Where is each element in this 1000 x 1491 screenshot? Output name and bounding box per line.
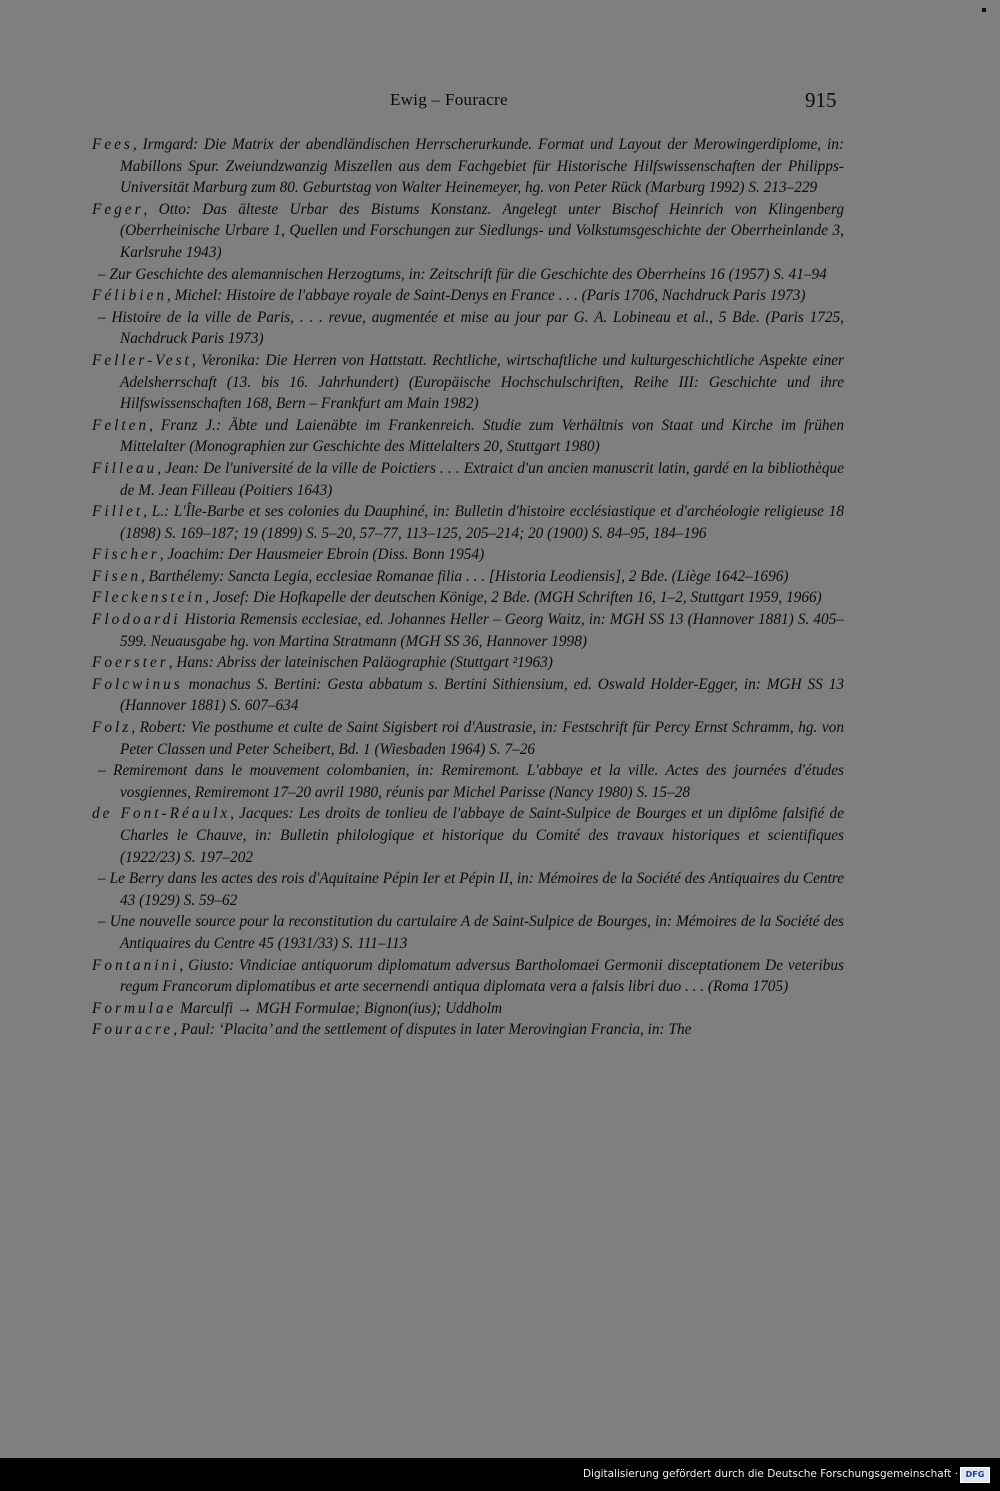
running-title: Ewig – Fouracre bbox=[390, 90, 508, 109]
entry-text: Remiremont dans le mouvement colombanien, in: Remiremont. L'abbaye et la ville. Actes des journées d'études vosgiennes, Remiremont 17–20 avril 1980, réunis par Michel Parisse (Nancy 1980) S. 15–28 bbox=[105, 762, 844, 801]
entry-author: Fleckenstein bbox=[92, 589, 206, 607]
entry-text: , Giusto: Vindiciae antiquorum diplomatum adversus Bartholomaei Germonii disceptationem De veteribus regum Francorum diplomatibus et arte secernendi antiqua diplomata vera a falsis libri duo . . . (Roma 1705) bbox=[120, 956, 844, 996]
entry-text: Zur Geschichte des alemannischen Herzogtums, in: Zeitschrift für die Geschichte des Oberrheins 16 (1957) S. 41–94 bbox=[105, 265, 827, 283]
bibliography-entry bbox=[92, 199, 844, 264]
entry-text: , L.: L'Île-Barbe et ses colonies du Dauphiné, in: Bulletin d'histoire ecclésiastique et d'archéologie religieuse 18 (1898) S. 169–187; 19 (1899) S. 5–20, 57–77, 113–125, 205–214; 20 (1900) S. 84–95, 184–196 bbox=[120, 503, 844, 542]
bibliography-entry bbox=[92, 501, 844, 544]
bibliography-list bbox=[92, 134, 844, 1041]
entry-text: , Veronika: Die Herren von Hattstatt. Rechtliche, wirtschaftliche und kulturgeschichtliche Aspekte einer Adelsherrschaft (13. bis 16. Jahrhundert) (Europäische Hochschulschriften, Reihe III: Geschichte und ihre Hilfswissenschaften 168, Bern – Frankfurt am Main 1982) bbox=[120, 351, 844, 413]
entry-author: Fouracre bbox=[92, 1021, 174, 1039]
bibliography-entry bbox=[92, 415, 844, 458]
footer-bar bbox=[0, 1458, 1000, 1491]
entry-author: – bbox=[98, 308, 106, 326]
bibliography-entry bbox=[92, 911, 844, 954]
entry-author: – bbox=[98, 870, 106, 888]
entry-text: Une nouvelle source pour la reconstitution du cartulaire A de Saint-Sulpice de Bourges, in: Mémoires de la Société des Antiquaires du Centre 45 (1931/33) S. 111–113 bbox=[105, 913, 844, 952]
bibliography-entry bbox=[92, 1019, 844, 1041]
entry-text: , Otto: Das älteste Urbar des Bistums Konstanz. Angelegt unter Bischof Heinrich von Klingenberg (Oberrheinische Urbare 1, Quellen und Forschungen zur Siedlungs- und Volkstumsgeschichte der Oberrheinlande 3, Karlsruhe 1943) bbox=[120, 200, 844, 261]
entry-author: Fillet bbox=[92, 503, 144, 521]
entry-text: , Irmgard: Die Matrix der abendländischen Herrscherurkunde. Format und Layout der Merowingerdiplome, in: Mabillons Spur. Zweiundzwanzig Miszellen aus dem Fachgebiet für Historische Hilfswissenschaften der Philipps-Universität Marburg zum 80. Geburtstag von Walter Heinemeyer, hg. von Peter Rück (Marburg 1992) S. 213–229 bbox=[120, 136, 844, 197]
entry-author: Fees bbox=[92, 136, 133, 153]
entry-text: Historia Remensis ecclesiae, ed. Johannes Heller – Georg Waitz, in: MGH SS 13 (Hannover 1881) S. 405–599. Neuausgabe hg. von Martina Stratmann (MGH SS 36, Hannover 1998) bbox=[120, 611, 844, 650]
funding-notice: Digitalisierung gefördert durch die Deutsche Forschungsgemeinschaft · bbox=[582, 1468, 958, 1480]
bibliography-entry bbox=[92, 134, 844, 199]
bibliography-entry bbox=[92, 285, 844, 307]
bibliography-entry bbox=[92, 868, 844, 911]
bibliography-entry bbox=[92, 998, 844, 1020]
entry-text: Marculfi → MGH Formulae; Bignon(ius); Uddholm bbox=[176, 999, 503, 1017]
entry-author: Folcwinus bbox=[92, 675, 183, 693]
entry-author: Fisen bbox=[92, 567, 141, 585]
entry-author: – bbox=[98, 762, 106, 780]
entry-text: , Jean: De l'université de la ville de Poictiers . . . Extraict d'un ancien manuscrit latin, gardé en la bibliothèque de M. Jean Filleau (Poitiers 1643) bbox=[120, 459, 844, 499]
bibliography-entry bbox=[92, 609, 844, 652]
entry-text: Le Berry dans les actes des rois d'Aquitaine Pépin Ier et Pépin II, in: Mémoires de la Société des Antiquaires du Centre 43 (1929) S. 59–62 bbox=[105, 870, 844, 909]
bibliography-entry bbox=[92, 264, 844, 286]
dfg-logo: DFG bbox=[960, 1467, 990, 1483]
entry-author: Feger bbox=[92, 200, 144, 218]
entry-text: , Robert: Vie posthume et culte de Saint Sigisbert roi d'Austrasie, in: Festschrift für Percy Ernst Schramm, hg. von Peter Classen und Peter Scheibert, Bd. 1 (Wiesbaden 1964) S. 7–26 bbox=[120, 719, 844, 758]
bibliography-entry bbox=[92, 760, 844, 803]
bibliography-entry bbox=[92, 587, 844, 609]
bibliography-entry bbox=[92, 674, 844, 717]
bibliography-entry bbox=[92, 544, 844, 566]
entry-author: Flodoardi bbox=[92, 611, 181, 629]
entry-text: , Paul: ‘Placita’ and the settlement of disputes in later Merovingian Francia, in: The bbox=[173, 1021, 692, 1039]
entry-author: – bbox=[98, 913, 106, 931]
entry-text: , Jacques: Les droits de tonlieu de l'abbaye de Saint-Sulpice de Bourges et un diplôme falsifié de Charles le Chauve, in: Bulletin philologique et historique du Comité des travaux historiques et scientifiques (1922/23) S. 197–202 bbox=[120, 805, 844, 866]
entry-author: Feller-Vest bbox=[92, 351, 192, 369]
entry-text: monachus S. Bertini: Gesta abbatum s. Bertini Sithiensium, ed. Oswald Holder-Egger, in: MGH SS 13 (Hannover 1881) S. 607–634 bbox=[120, 675, 844, 715]
scan-mark bbox=[982, 8, 986, 12]
entry-author: Félibien bbox=[92, 287, 167, 305]
entry-author: Felten bbox=[92, 416, 150, 434]
entry-author: Filleau bbox=[92, 459, 158, 477]
entry-author: – bbox=[98, 265, 106, 283]
entry-text: Histoire de la ville de Paris, . . . revue, augmentée et mise au jour par G. A. Lobineau et al., 5 Bde. (Paris 1725, Nachdruck Paris 1973) bbox=[105, 308, 844, 348]
entry-author: Folz bbox=[92, 719, 132, 737]
bibliography-entry bbox=[92, 803, 844, 868]
entry-author: Fischer bbox=[92, 546, 160, 564]
entry-author: Foerster bbox=[92, 654, 169, 672]
entry-text: , Michel: Histoire de l'abbaye royale de Saint-Denys en France . . . (Paris 1706, Nachdruck Paris 1973) bbox=[166, 287, 806, 305]
bibliography-entry bbox=[92, 652, 844, 674]
entry-text: , Hans: Abriss der lateinischen Paläographie (Stuttgart ²1963) bbox=[168, 654, 553, 672]
page-number: 915 bbox=[805, 88, 837, 112]
bibliography-entry bbox=[92, 717, 844, 760]
entry-author: de Font-Réaulx bbox=[92, 805, 231, 823]
running-header bbox=[0, 90, 1000, 114]
entry-author: Fontanini bbox=[92, 956, 180, 974]
entry-text: , Franz J.: Äbte und Laienäbte im Frankenreich. Studie zum Verhältnis von Staat und Kirche im frühen Mittelalter (Monographien zur Geschichte des Mittelalters 20, Stuttgart 1980) bbox=[120, 416, 844, 456]
entry-text: , Barthélemy: Sancta Legia, ecclesiae Romanae filia . . . [Historia Leodiensis], 2 Bde. (Liège 1642–1696) bbox=[141, 567, 789, 585]
entry-text: , Joachim: Der Hausmeier Ebroin (Diss. Bonn 1954) bbox=[159, 546, 485, 564]
bibliography-entry bbox=[92, 350, 844, 415]
entry-author: Formulae bbox=[92, 999, 177, 1017]
bibliography-entry bbox=[92, 458, 844, 501]
entry-text: , Josef: Die Hofkapelle der deutschen Könige, 2 Bde. (MGH Schriften 16, 1–2, Stuttgart 1959, 1966) bbox=[205, 589, 822, 607]
bibliography-entry bbox=[92, 307, 844, 350]
bibliography-entry bbox=[92, 955, 844, 998]
bibliography-entry bbox=[92, 566, 844, 588]
